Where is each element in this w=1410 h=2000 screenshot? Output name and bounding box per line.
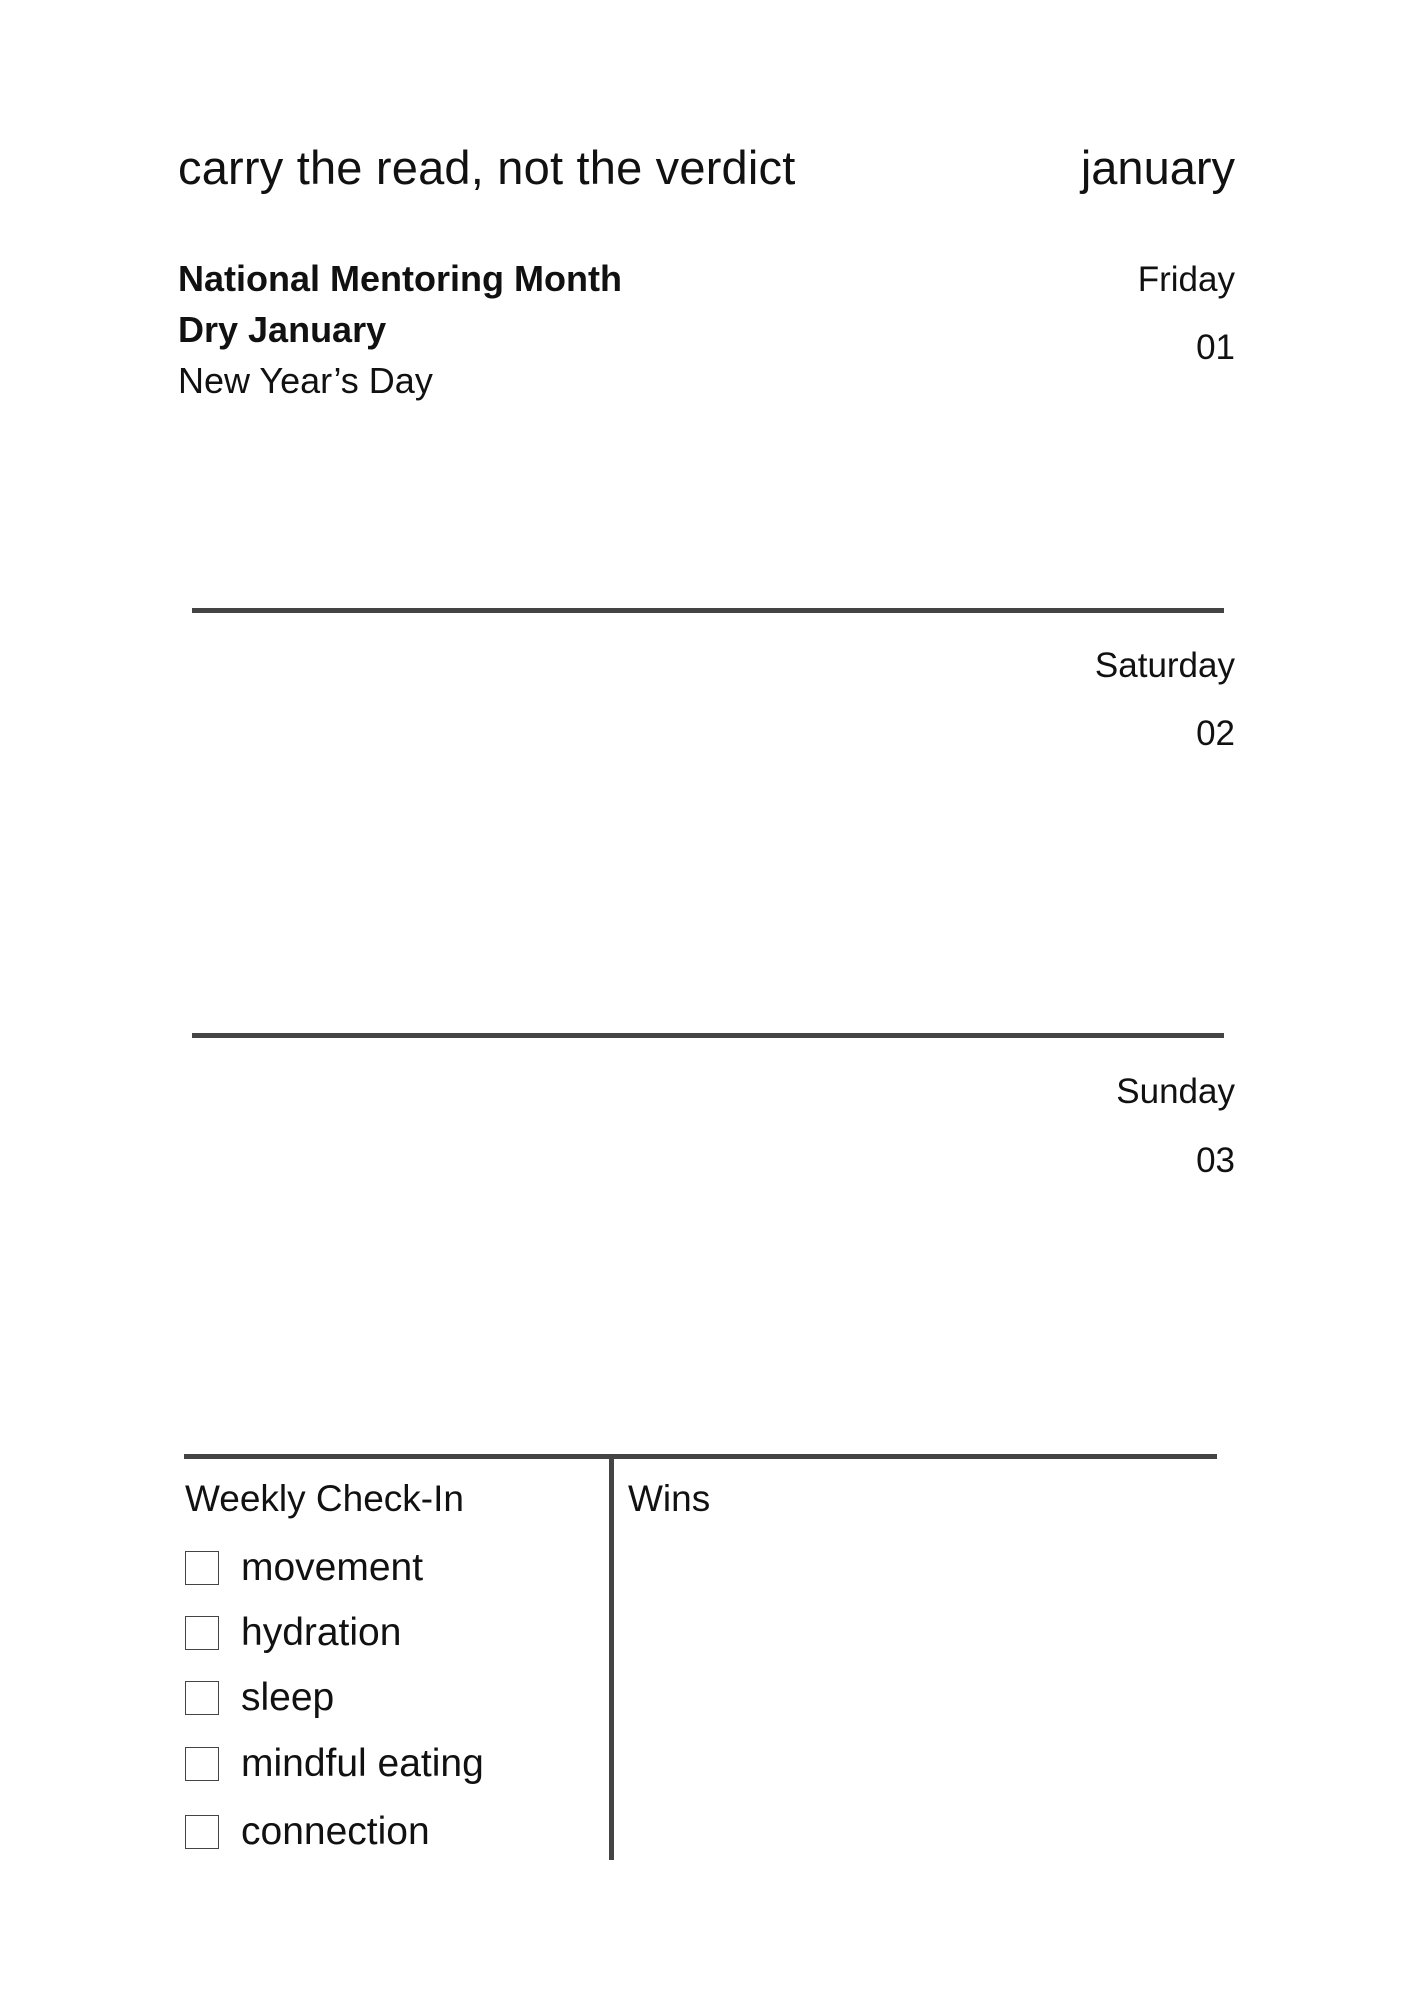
checklist-item-mindful-eating [185, 1744, 484, 1784]
day-name-saturday: Saturday [1094, 646, 1235, 685]
checklist-item-connection [185, 1812, 430, 1852]
checklist-item-label: sleep [241, 1676, 335, 1719]
checklist-item-movement [185, 1548, 423, 1588]
day-divider [192, 1033, 1224, 1038]
checklist-item-hydration [185, 1613, 401, 1653]
sleep-checkbox[interactable] [185, 1681, 219, 1715]
observance-item: New Year’s Day [178, 360, 433, 401]
checklist-item-label: connection [241, 1810, 430, 1853]
day-number-02: 02 [1196, 714, 1235, 753]
mindful-eating-checkbox[interactable] [185, 1747, 219, 1781]
checklist-item-label: hydration [241, 1611, 402, 1654]
checklist-item-label: movement [241, 1546, 424, 1589]
day-divider [192, 608, 1224, 613]
checklist-item-sleep [185, 1678, 334, 1718]
weekly-checkin-title: Weekly Check-In [185, 1478, 464, 1519]
observance-item: Dry January [178, 309, 387, 350]
day-name-friday: Friday [1137, 260, 1235, 299]
movement-checkbox[interactable] [185, 1551, 219, 1585]
day-number-01: 01 [1196, 328, 1235, 367]
page-motto: carry the read, not the verdict [178, 141, 796, 194]
month-title: january [1080, 141, 1235, 194]
observance-item: National Mentoring Month [178, 258, 622, 299]
weekly-section-divider [184, 1454, 1217, 1459]
connection-checkbox[interactable] [185, 1815, 219, 1849]
hydration-checkbox[interactable] [185, 1616, 219, 1650]
checklist-item-label: mindful eating [241, 1742, 484, 1785]
column-divider [609, 1456, 614, 1860]
day-number-03: 03 [1196, 1141, 1235, 1180]
wins-title: Wins [628, 1478, 711, 1519]
day-name-sunday: Sunday [1116, 1072, 1235, 1111]
